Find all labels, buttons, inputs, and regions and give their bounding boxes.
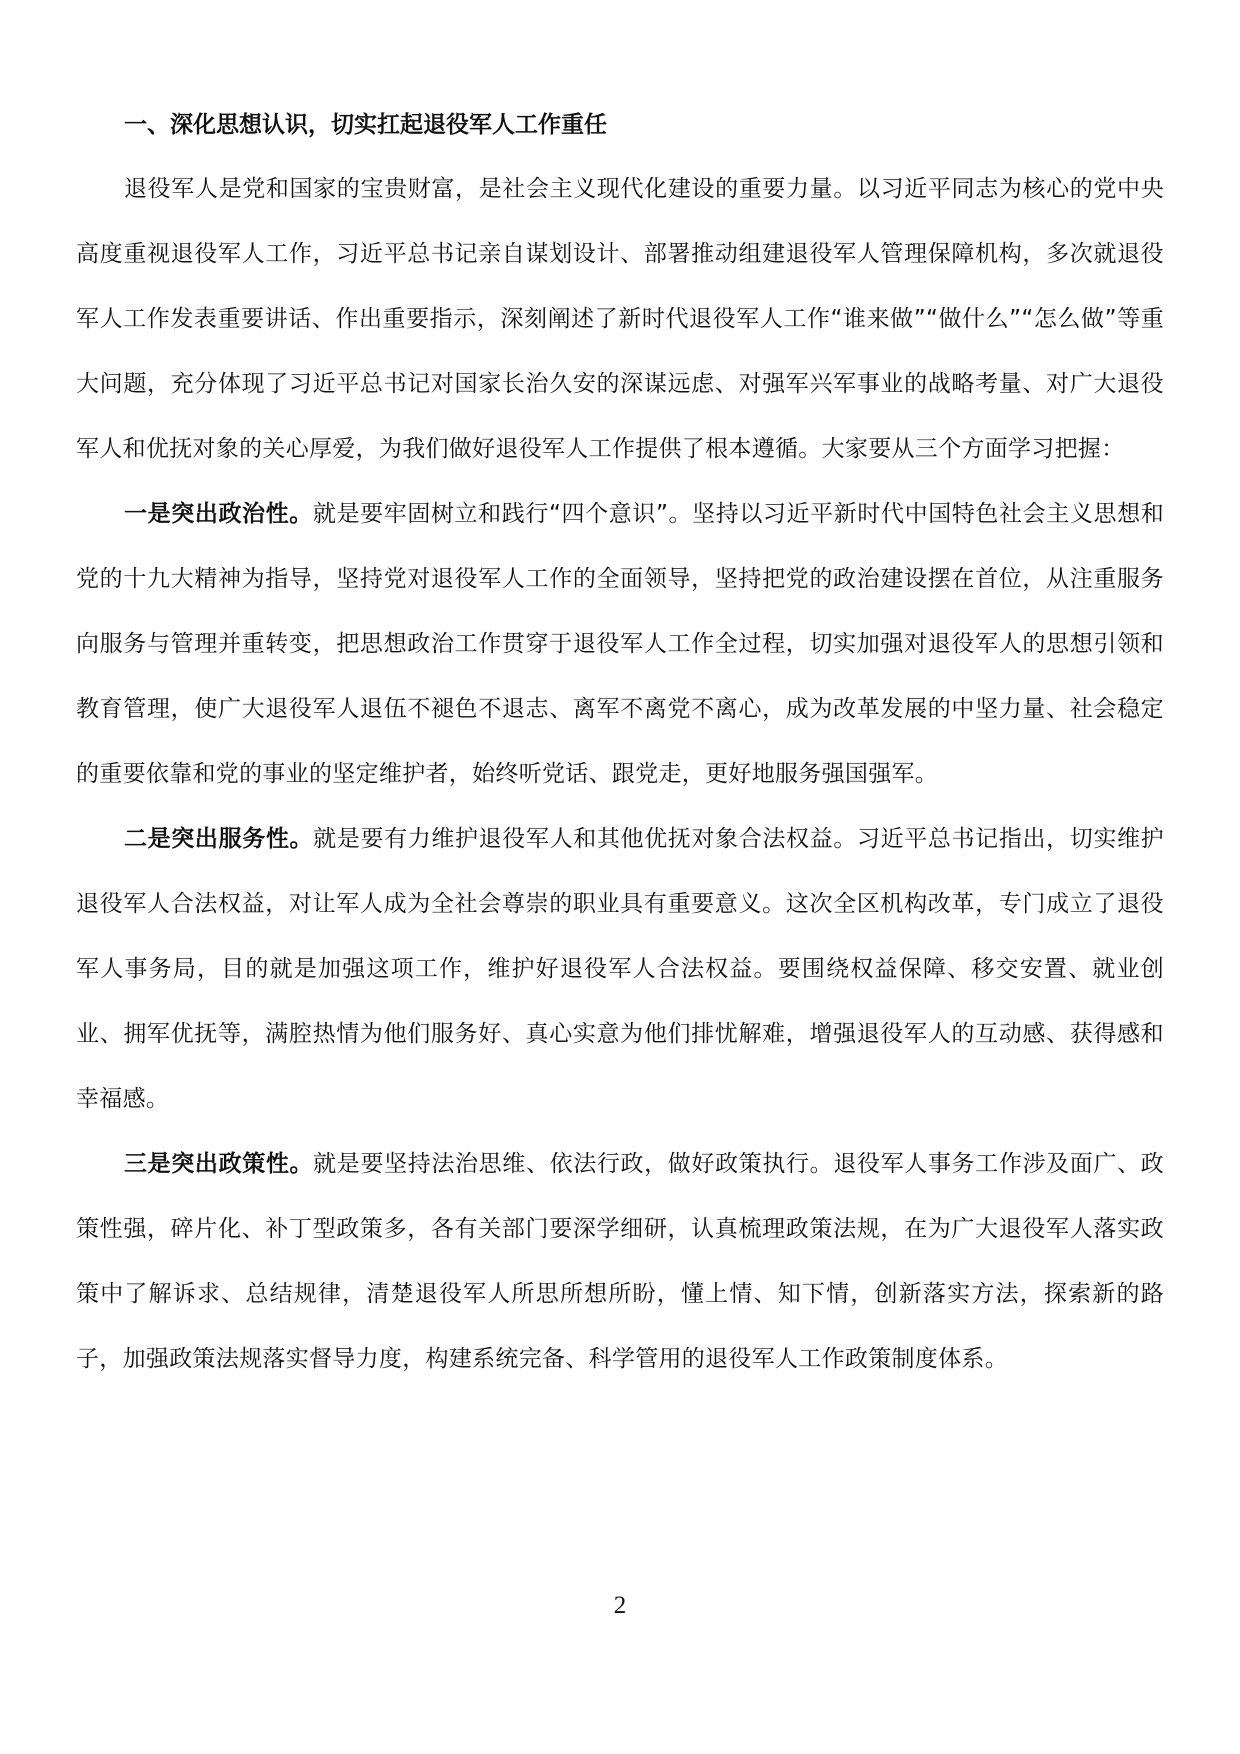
point-paragraph-service (76, 807, 1164, 1132)
point-paragraph-political (76, 482, 1164, 807)
point-body: 就是要坚持法治思维、依法行政，做好政策执行。退役军人事务工作涉及面广、政策性强，碎片化、补丁型政策多，各有关部门要深学细研，认真梳理政策法规，在为广大退役军人落实政策中了解诉求、总结规律，清楚退役军人所思所想所盼，懂上情、知下情，创新落实方法，探索新的路子，加强政策法规落实督导力度，构建系统完备、科学管用的退役军人工作政策制度体系。 (76, 1151, 1164, 1372)
page-number: 2 (613, 1592, 627, 1619)
intro-paragraph: 退役军人是党和国家的宝贵财富，是社会主义现代化建设的重要力量。以习近平同志为核心的党中央高度重视退役军人工作，习近平总书记亲自谋划设计、部署推动组建退役军人管理保障机构，多次就退役军人工作发表重要讲话、作出重要指示，深刻阐述了新时代退役军人工作“谁来做”“做什么”“怎么做”等重大问题，充分体现了习近平总书记对国家长治久安的深谋远虑、对强军兴军事业的战略考量、对广大退役军人和优抚对象的关心厚爱，为我们做好退役军人工作提供了根本遵循。大家要从三个方面学习把握： (76, 176, 1164, 462)
point-lead: 一是突出政治性。 (124, 501, 313, 527)
point-body: 就是要有力维护退役军人和其他优抚对象合法权益。习近平总书记指出，切实维护退役军人合法权益，对让军人成为全社会尊崇的职业具有重要意义。这次全区机构改革，专门成立了退役军人事务局，目的就是加强这项工作，维护好退役军人合法权益。要围绕权益保障、移交安置、就业创业、拥军优抚等，满腔热情为他们服务好、真心实意为他们排忧解难，增强退役军人的互动感、获得感和幸福感。 (76, 826, 1164, 1112)
point-paragraph-policy (76, 1132, 1164, 1392)
section-heading: 一、深化思想认识，切实扛起退役军人工作重任 (124, 112, 607, 138)
point-lead: 二是突出服务性。 (124, 826, 314, 852)
point-body: 就是要牢固树立和践行“四个意识”。坚持以习近平新时代中国特色社会主义思想和党的十九大精神为指导，坚持党对退役军人工作的全面领导，坚持把党的政治建设摆在首位，从注重服务向服务与管理并重转变，把思想政治工作贯穿于退役军人工作全过程，切实加强对退役军人的思想引领和教育管理，使广大退役军人退伍不褪色不退志、离军不离党不离心，成为改革发展的中坚力量、社会稳定的重要依靠和党的事业的坚定维护者，始终听党话、跟党走，更好地服务强国强军。 (76, 501, 1164, 787)
point-lead: 三是突出政策性。 (124, 1151, 314, 1177)
document-body (76, 95, 1164, 1392)
